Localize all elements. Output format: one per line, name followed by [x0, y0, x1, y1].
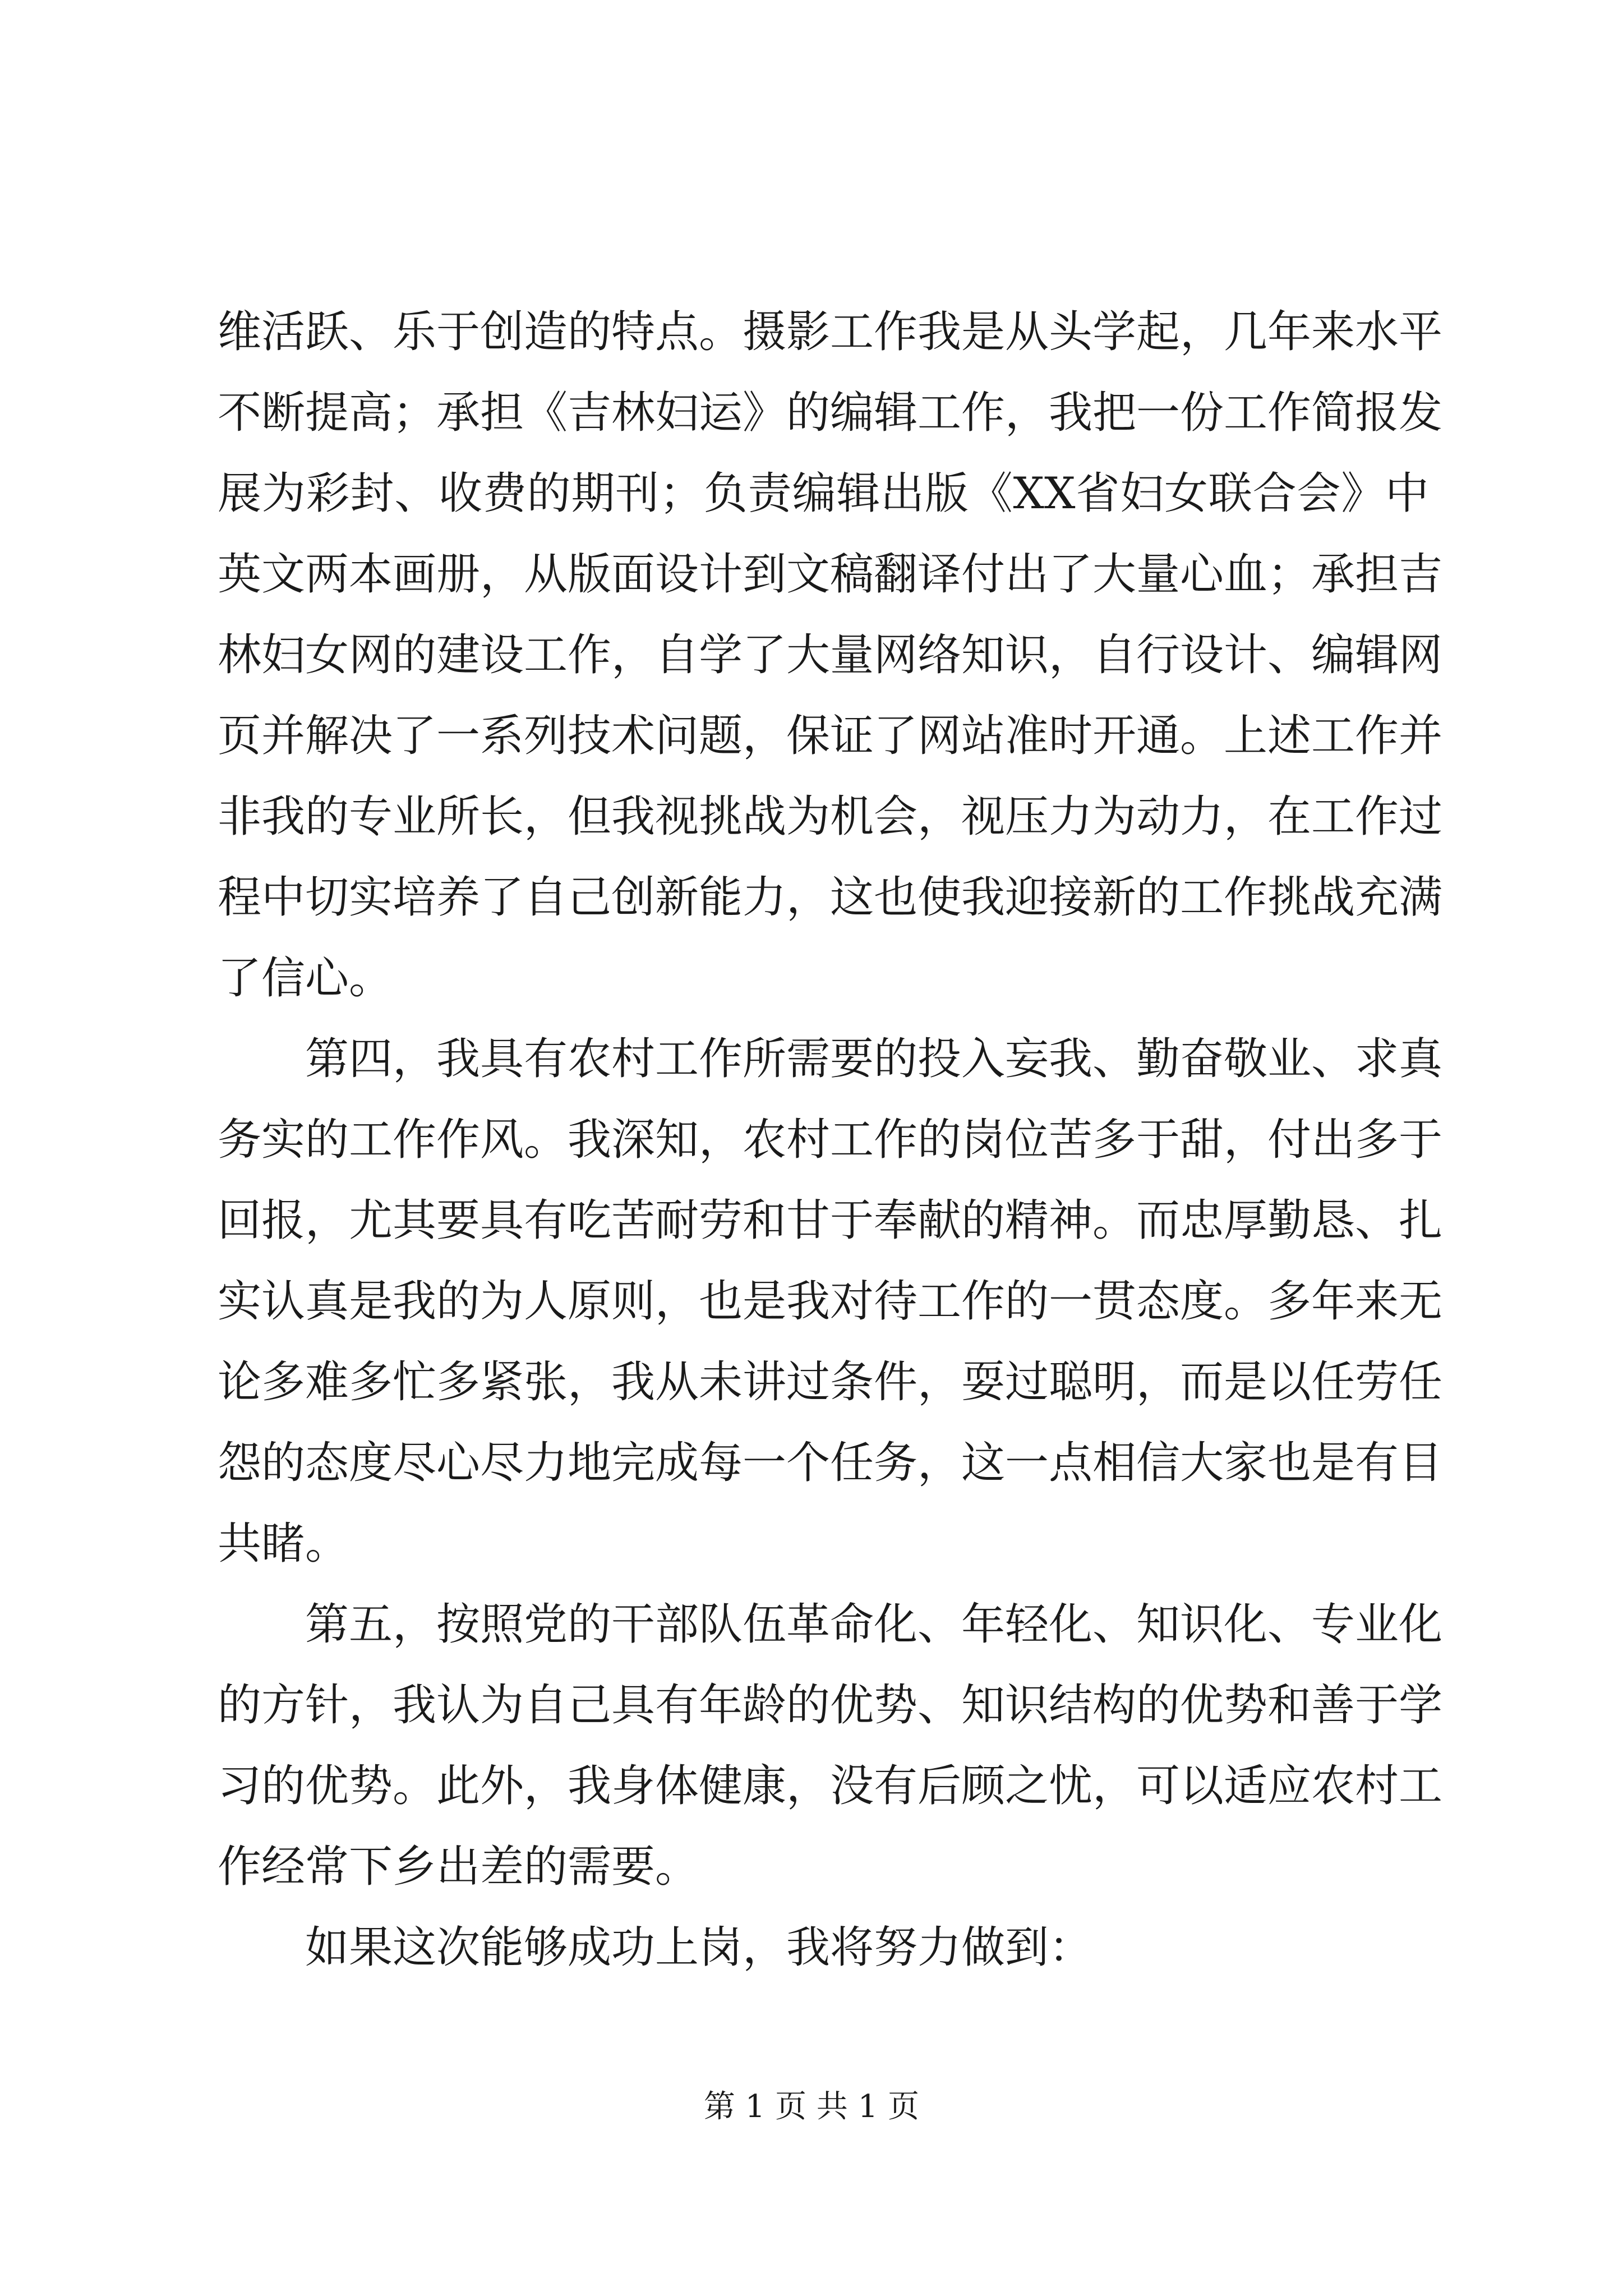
text-line: 作经常下乡出差的需要。 — [218, 1842, 699, 1892]
text-line: 维活跃、乐于创造的特点。摄影工作我是从头学起，几年来水平 — [218, 307, 1443, 357]
text-line: 页并解决了一系列技术问题，保证了网站准时开通。上述工作并 — [218, 711, 1443, 761]
text-line: 习的优势。此外，我身体健康，没有后顾之忧，可以适应农村工 — [218, 1761, 1443, 1811]
page-footer: 第 1 页 共 1 页 — [703, 2088, 920, 2125]
body-text — [218, 292, 1443, 1988]
text-line: 实认真是我的为人原则，也是我对待工作的一贯态度。多年来无 — [218, 1276, 1443, 1327]
paragraph-first-line: 如果这次能够成功上岗，我将努力做到： — [305, 1922, 1093, 1973]
text-line: 共睹。 — [218, 1519, 349, 1569]
paragraph-first-line: 第四，我具有农村工作所需要的投入妄我、勤奋敬业、求真 — [305, 1034, 1443, 1084]
paragraph-first-line: 第五，按照党的干部队伍革命化、年轻化、知识化、专业化 — [305, 1599, 1443, 1650]
text-line: 回报，尤其要具有吃苦耐劳和甘于奉献的精神。而忠厚勤恳、扎 — [218, 1195, 1443, 1246]
text-line: 英文两本画册，从版面设计到文稿翻译付出了大量心血；承担吉 — [218, 549, 1443, 600]
text-line: 怨的态度尽心尽力地完成每一个任务，这一点相信大家也是有目 — [218, 1438, 1443, 1488]
text-line: 务实的工作作风。我深知，农村工作的岗位苦多于甜，付出多于 — [218, 1115, 1443, 1165]
text-line: 程中切实培养了自己创新能力，这也使我迎接新的工作挑战充满 — [218, 872, 1443, 923]
text-line: 非我的专业所长，但我视挑战为机会，视压力为动力，在工作过 — [218, 792, 1443, 842]
text-line: 的方针，我认为自己具有年龄的优势、知识结构的优势和善于学 — [218, 1680, 1443, 1731]
text-line: 了信心。 — [218, 953, 393, 1004]
text-line: 不断提高；承担《吉林妇运》的编辑工作，我把一份工作简报发 — [218, 388, 1443, 438]
text-line: 论多难多忙多紧张，我从未讲过条件，耍过聪明，而是以任劳任 — [218, 1357, 1443, 1407]
text-line: 林妇女网的建设工作，自学了大量网络知识，自行设计、编辑网 — [218, 630, 1443, 680]
text-line: 展为彩封、收费的期刊；负责编辑出版《XX省妇女联合会》中 — [218, 468, 1429, 519]
